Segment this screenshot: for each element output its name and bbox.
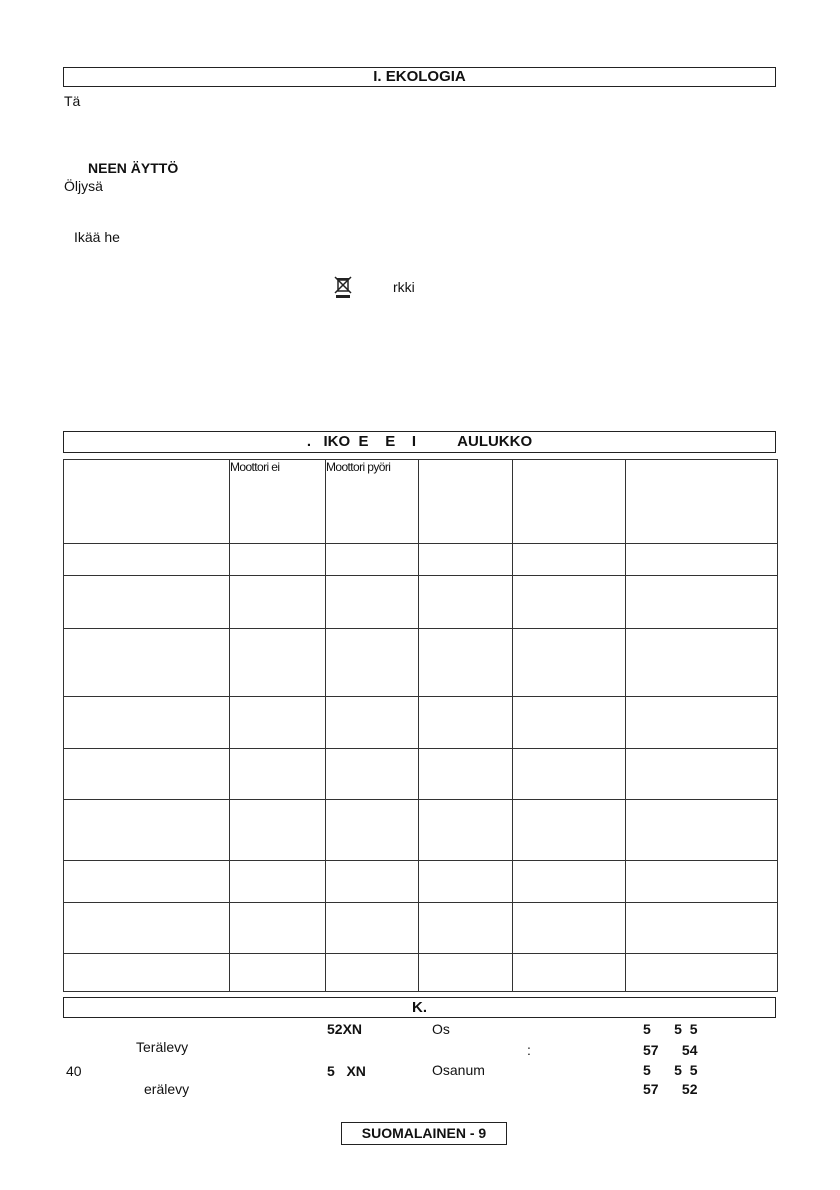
table-row — [64, 629, 778, 697]
parts-label-erälevy: erälevy — [144, 1081, 190, 1097]
table-row — [64, 576, 778, 629]
header-cell — [513, 460, 626, 544]
parts-label-terälevy: Terälevy — [136, 1039, 189, 1055]
table-row — [64, 749, 778, 800]
table-row — [64, 954, 778, 992]
parts-number-2: 57 54 — [643, 1042, 698, 1058]
fault-table-section-title — [63, 431, 776, 453]
header-cell — [64, 460, 230, 544]
header-cell — [626, 460, 778, 544]
ecology-section-title — [63, 67, 776, 87]
table-header-row — [64, 460, 778, 544]
parts-number-3: 5 5 5 — [643, 1062, 698, 1078]
ecology-title-text: I. EKOLOGIA — [373, 68, 466, 85]
table-row — [64, 544, 778, 576]
parts-code-52xn: 52XN — [327, 1021, 363, 1037]
parts-title-text: K. — [412, 999, 427, 1016]
parts-label-40: 40 — [66, 1063, 82, 1079]
table-row — [64, 800, 778, 861]
ecology-subheading: NEEN ÄYTTÖ — [88, 160, 179, 176]
crossed-out-bin-icon — [333, 276, 353, 298]
table-row — [64, 861, 778, 903]
ecology-oil-text: Öljysä — [64, 178, 103, 194]
parts-code-5xn: 5 XN — [327, 1063, 366, 1079]
parts-label-os: Os — [432, 1021, 450, 1037]
fault-table — [63, 459, 778, 992]
parts-label-osanum: Osanum — [432, 1062, 485, 1078]
table-row — [64, 697, 778, 749]
parts-colon: : — [527, 1042, 531, 1058]
header-cell: Moottori pyöri — [326, 460, 419, 544]
header-cell — [419, 460, 513, 544]
ecology-intro-text: Tä — [64, 93, 81, 109]
page-number-label: SUOMALAINEN - 9 — [361, 1125, 487, 1141]
ecology-mark-text: rkki — [393, 279, 415, 295]
parts-number-1: 5 5 5 — [643, 1021, 698, 1037]
parts-number-4: 57 52 — [643, 1081, 698, 1097]
ecology-ikaa-text: Ikää he — [74, 229, 120, 245]
parts-section-title — [63, 997, 776, 1018]
table-row — [64, 903, 778, 954]
page-footer — [341, 1122, 507, 1145]
header-cell: Moottori ei — [230, 460, 326, 544]
fault-table-title-text: . IKO E E I AULUKKO — [306, 433, 533, 450]
